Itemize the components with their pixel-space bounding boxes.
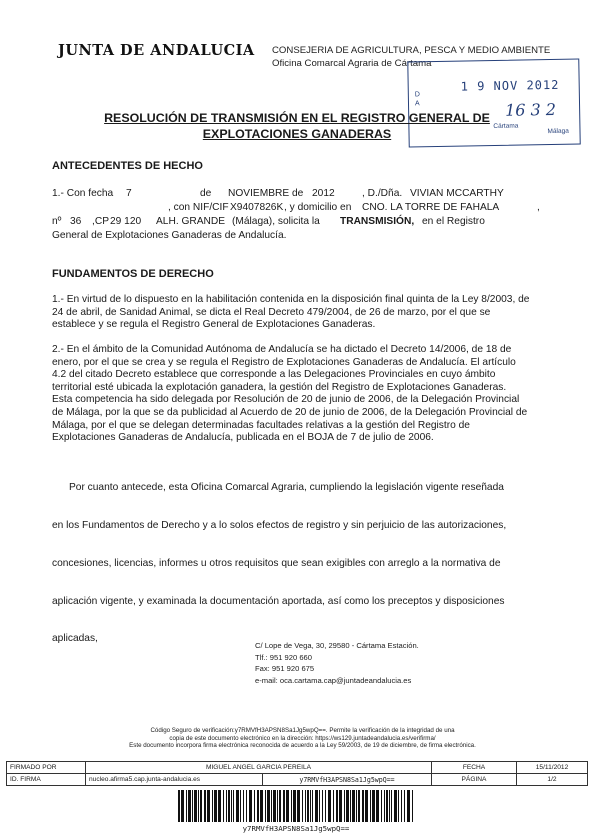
fundamento-2-line: territorial esté ubicada la explotación ganadera, la gestión del Registro de Explotaciones Ganaderas. <box>52 381 507 393</box>
pagina-value: 1/2 <box>517 774 588 786</box>
firmado-label: FIRMADO POR <box>7 762 86 774</box>
fundamento-1 <box>52 294 552 332</box>
fundamento-1-line: 1.- En virtud de lo dispuesto en la habilitación contenida en la disposición final quinta de la Ley 8/2003, de <box>52 294 530 305</box>
barcode-code: y7RMVfH3APSN8Sa1Jg5wpQ== <box>242 824 350 833</box>
fundamento-3-line: aplicadas, <box>52 633 98 645</box>
verification-line: Código Seguro de verificación:y7RMVfH3APSN8Sa1Jg5wpQ==. Permite la verificación de la integridad de una <box>150 727 455 734</box>
province-text: (Málaga), solicita la <box>232 216 320 227</box>
stamp-province: Málaga <box>547 127 569 136</box>
fecha-value: 15/11/2012 <box>517 762 588 774</box>
table-row <box>7 774 588 786</box>
fecha-month: NOVIEMBRE <box>228 188 290 199</box>
address-fax: Fax: 951 920 675 <box>255 664 315 673</box>
fundamento-2-line: Esta competencia ha sido delegada por Resolución de 20 de junio de 2006, de la Delegación Provincial <box>52 394 520 406</box>
applicant-name: VIVIAN MCCARTHY <box>410 188 504 199</box>
verification-line: copia de este documento electrónico en la dirección: https://ws129.juntadeandalucia.es/verifirma/ <box>169 734 436 742</box>
fundamento-2-line: 4.2 del citado Decreto establece que corresponde a las Delegaciones Provinciales en cuyo ámbito <box>52 369 496 381</box>
document-title <box>60 110 534 142</box>
number-label: nº <box>52 216 62 227</box>
firmado-value: MIGUEL ANGEL GARCIA PEREILA <box>86 762 432 774</box>
antecedentes-line-1 <box>52 188 552 202</box>
stamp-office: Cártama <box>493 122 519 131</box>
fundamento-2-line: Málaga, por el que se delegan determinadas facultades relativas a la gestión del Registro de <box>52 419 470 431</box>
fecha-de-1: de <box>200 188 212 199</box>
fundamento-3 <box>52 457 552 659</box>
verification-line: Este documento incorpora firma electrónica reconocida de acuerdo a la Ley 59/2003, de 19 de diciembre, de firma electrónica. <box>129 742 476 750</box>
id-firma-value: nucleo.afirma5.cap.junta-andalucia.es <box>86 774 263 786</box>
id-firma-code: y7RMVfH3APSN8Sa1Jg5wpQ== <box>263 774 432 786</box>
registro-text: en el Registro <box>422 216 485 227</box>
town: ALH. GRANDE <box>156 216 226 227</box>
fundamento-3-line: aplicación vigente, y examinada la documentación aportada, así como los preceptos y disposiciones <box>52 595 505 607</box>
fundamento-2-line: Explotaciones Ganaderas de Andalucía, publicada en el BOJA de 7 de julio de 2006. <box>52 432 434 444</box>
pagina-label: PÁGINA <box>432 774 517 786</box>
verification-text <box>120 727 485 750</box>
transmision-word: TRANSMISIÓN, <box>340 216 415 227</box>
oficina-name: Oficina Comarcal Agraria de Cártama <box>272 58 432 69</box>
nif-value: X9407826K <box>230 202 284 213</box>
table-row <box>7 762 588 774</box>
fundamento-3-line: en los Fundamentos de Derecho y a lo solos efectos de registro y sin perjuicio de las autorizaciones, <box>52 519 507 531</box>
stamp-side-text: D A <box>414 91 420 108</box>
fundamento-2-line: enero, por el que se crea y se regula el Registro de Explotaciones Ganaderas de Andalucía. El artículo <box>52 356 516 368</box>
antecedentes-line-4: General de Explotaciones Ganaderas de Andalucía. <box>52 230 287 241</box>
consejeria-name: CONSEJERIA DE AGRICULTURA, PESCA Y MEDIO AMBIENTE <box>272 45 551 56</box>
antecedentes-line-2 <box>52 202 552 216</box>
fundamento-2 <box>52 344 552 445</box>
address-phone: Tlf.: 951 920 660 <box>255 652 312 662</box>
fundamentos-heading: FUNDAMENTOS DE DERECHO <box>52 268 214 280</box>
junta-logo: JUNTA DE ANDALUCIA <box>58 42 255 59</box>
fecha-de-2: de <box>292 188 304 199</box>
cp-value: 29 120 <box>110 216 142 227</box>
fundamento-1-line: establece y se regula el Registro General de Explotaciones Ganaderas. <box>52 319 376 331</box>
verification-barcode <box>176 790 416 822</box>
address-street: C/ Lope de Vega, 30, 29580 - Cártama Estación. <box>255 641 419 650</box>
cp-label: ,CP <box>92 216 109 227</box>
fundamento-1-line: 24 de abril, de Sanidad Animal, se dicta el Real Decreto 479/2004, de 26 de marzo, por el que se <box>52 306 491 318</box>
title-line-1: RESOLUCIÓN DE TRANSMISIÓN EN EL REGISTRO GENERAL DE <box>104 111 490 125</box>
id-firma-label: ID. FIRMA <box>7 774 86 786</box>
fecha-day: 7 <box>126 188 132 199</box>
antecedentes-line-3 <box>52 216 552 230</box>
dona-label: , D./Dña. <box>362 188 403 199</box>
fecha-year: 2012 <box>312 188 335 199</box>
fundamento-3-line: Por cuanto antecede, esta Oficina Comarcal Agraria, cumpliendo la legislación vigente reseñada <box>52 482 504 494</box>
nif-label: , con NIF/CIF <box>168 202 229 213</box>
domicilio-comma: , <box>537 202 540 213</box>
fecha-prefix: 1.- Con fecha <box>52 188 114 199</box>
fecha-label: FECHA <box>432 762 517 774</box>
domicilio-label: , y domicilio en <box>284 202 352 213</box>
title-line-2: EXPLOTACIONES GANADERAS <box>202 127 392 141</box>
street-number: 36 <box>70 216 82 227</box>
fundamento-3-line: concesiones, licencias, informes u otros requisitos que sean exigibles con arreglo a la normativa de <box>52 557 501 569</box>
address-email: e-mail: oca.cartama.cap@juntadeandalucia.es <box>255 675 412 685</box>
office-address <box>255 640 419 686</box>
signature-table <box>6 761 588 786</box>
domicilio-value: CNO. LA TORRE DE FAHALA <box>362 202 500 213</box>
stamp-number: 16 3 2 <box>504 99 557 120</box>
stamp-date: 1 9 NOV 2012 <box>460 77 560 94</box>
antecedentes-heading: ANTECEDENTES DE HECHO <box>52 160 203 172</box>
fundamento-2-line: 2.- En el ámbito de la Comunidad Autónoma de Andalucía se ha dictado el Decreto 14/2006, de 18 de <box>52 344 512 355</box>
fundamento-2-line: de Málaga, por la que se da publicidad al Acuerdo de 20 de junio de 2006, de la Delegación Provincial de <box>52 406 528 418</box>
